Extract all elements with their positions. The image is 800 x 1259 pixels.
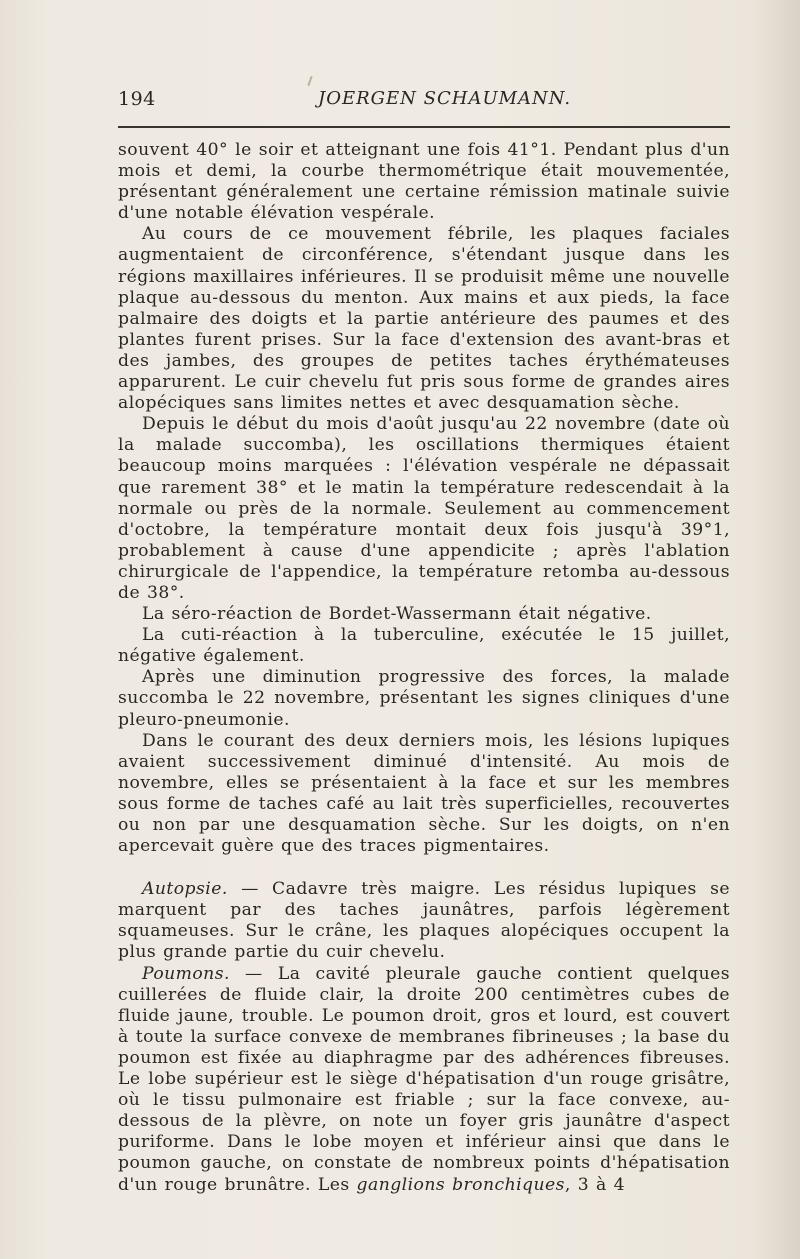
pencil-mark: [307, 76, 312, 86]
paragraph-poumons: [118, 964, 730, 1196]
italic-term: ganglions bronchiques: [356, 1174, 565, 1195]
paragraph: La séro-réaction de Bordet-Wassermann était négative.: [142, 604, 652, 625]
paragraph: La cuti-réaction à la tuberculine, exécutée le 15 juillet, négative également.: [118, 625, 730, 667]
paragraph: Dans le courant des deux derniers mois, les lésions lupiques avaient successivement diminué d'intensité. Au mois de novembre, elles se présentaient à la face et sur les membres sous forme de taches café au lait très superficielles, recouvertes ou non par une desquamation sèche. Sur les doigts, on n'en apercevait guère que des traces pigmentaires.: [118, 730, 730, 857]
paragraph: Au cours de ce mouvement fébrile, les plaques faciales augmentaient de circonférence, s'étendant jusque dans les régions maxillaires inférieures. Il se produisit même une nouvelle plaque au-dessous du menton. Aux mains et aux pieds, la face palmaire des doigts et la partie antérieure des paumes et des plantes furent prises. Sur la face d'extension des avant-bras et des jambes, des groupes de petites taches érythémateuses apparurent. Le cuir chevelu fut pris sous forme de grandes aires alopéciques sans limites nettes et avec desquamation sèche.: [118, 224, 730, 414]
paragraph: Depuis le début du mois d'août jusqu'au 22 novembre (date où la malade succomba), les oscillations thermiques étaient beaucoup moins marquées : l'élévation vespérale ne dépassait que rarement 38° et le matin la température redescendait à la normale ou près de la normale. Seulement au commencement d'octobre, la température montait deux fois jusqu'à 39°1, probablement à cause d'une appendicite ; après l'ablation chirurgicale de l'appendice, la température retomba au-dessous de 38°.: [118, 414, 730, 603]
section-lead-poumons: Poumons.: [142, 963, 230, 984]
running-title: JOERGEN SCHAUMANN.: [318, 88, 572, 109]
page-header: [118, 88, 730, 116]
page-number: 194: [118, 88, 156, 110]
paragraph: Après une diminution progressive des forces, la malade succomba le 22 novembre, présentant les signes cliniques d'une pleuro-pneumonie.: [118, 667, 730, 730]
paragraph-text: — Cadavre très maigre. Les résidus lupiques se marquent par des taches jaunâtres, parfois légèrement squameuses. Sur le crâne, les plaques alopéciques occupent la plus grande partie du cuir chevelu.: [118, 879, 730, 963]
header-rule: [118, 126, 730, 128]
paragraph: souvent 40° le soir et atteignant une fois 41°1. Pendant plus d'un mois et demi, la courbe thermométrique était mouvementée, présentant généralement une certaine rémission matinale suivie d'une notable élévation vespérale.: [118, 140, 730, 224]
paragraph-end: , 3 à 4: [564, 1174, 626, 1195]
paragraph-text: — La cavité pleurale gauche contient quelques cuillerées de fluide clair, la droite 200 centimètres cubes de fluide jaune, trouble. Le poumon droit, gros et lourd, est couvert à toute la surface convexe de membranes fibrineuses ; la base du poumon est fixée au diaphragme par des adhérences fibreuses. Le lobe supérieur est le siège d'hépatisation d'un rouge grisâtre, où le tissu pulmonaire est friable ; sur la face convexe, au-dessous de la plèvre, on note un foyer gris jaunâtre d'aspect puriforme. Dans le lobe moyen et inférieur ainsi que dans le poumon gauche, on constate de nombreux points d'hépatisation d'un rouge brunâtre. Les: [118, 963, 730, 1195]
paragraph-autopsie: [118, 879, 730, 963]
section-lead-autopsie: Autopsie.: [142, 879, 228, 900]
body-text: [118, 140, 730, 1196]
